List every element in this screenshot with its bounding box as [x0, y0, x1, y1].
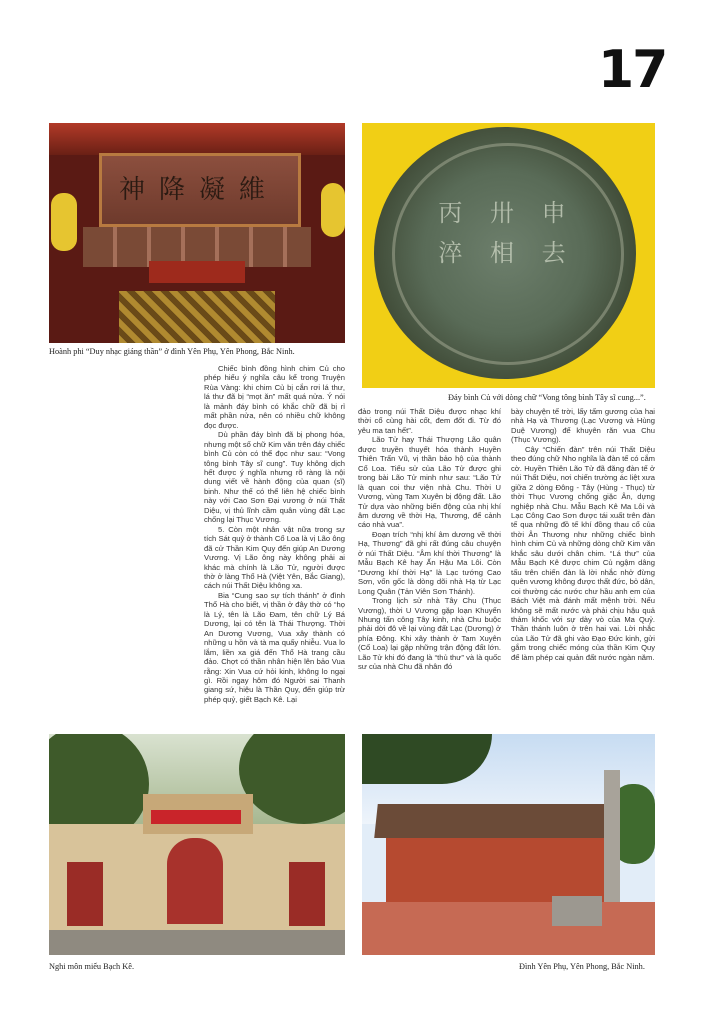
communal-house-caption: Đình Yên Phụ, Yên Phong, Bắc Ninh.: [519, 962, 645, 971]
plaque-photo: [49, 123, 345, 343]
paragraph: Trong lịch sử nhà Tây Chu (Thục Vương), thời U Vương gặp loạn Khuyển Nhung tấn công Tây kinh, nhà Chu buộc phải dời đô về lại vùng đất Lạc (Dương) ở phía Đông. Khi xây thành ở Tam Xuyên (Cổ Loa) lại gặp những trận động đất lớn. Lão Tử khi đó đang là “thủ thư” và là quốc sư của nhà Chu đã nhân đó: [358, 596, 501, 672]
text-column-3: [511, 407, 655, 662]
paragraph: 5. Còn một nhân vật nữa trong sự tích Sát quỷ ở thành Cổ Loa là vị Lão ông đã cử Thần Kim Quy đến giúp An Dương Vương. Vị Lão ông này không phải ai khác mà chính là Lão Tử, người được thờ ở làng Thổ Hà (Việt Yên, Bắc Giang), cách núi Thất Diệu không xa.: [204, 524, 345, 591]
paragraph: Chiếc bình đồng hình chim Củ cho phép hiểu ý nghĩa câu kể trong Truyện Rùa Vàng: khi chim Củ bị cắn rơi lá thư, lá thư đã bị “mọt ăn” mất quá nửa. Ý nói là mảnh đáy bình có khắc chữ đã bị rỉ mất phần nửa, nên có nhiều chữ không đọc được.: [204, 364, 345, 430]
plaque-caption: Hoành phi “Duy nhạc giáng thần” ở đình Yên Phụ, Yên Phong, Bắc Ninh.: [49, 347, 295, 356]
bowl-caption: Đáy bình Củ với dòng chữ “Vong tông bình Tây sĩ cung...”.: [448, 393, 646, 402]
paragraph: Cây “Chiến đàn” trên núi Thất Diệu theo đúng chữ Nho nghĩa là đàn tế có cắm cờ. Huyền Thiên Lão Tử đã đăng đàn tế ở núi Thất Diệu, nơi chiến trường ác liệt xưa giữa 2 dòng Đông - Tây (Hùng - Thục) từ thời Thục Vương chống giặc Ân, dựng nghiệp nhà Chu. Mẫu Bạch Kê Ma Lôi và Lạc Công Cao Sơn được tái xuất trên đàn tế qua những đồ tế khí đồng thau cổ của thời Ân Thương như những chiếc bình hình chim Củ và những dòng chữ Kim văn khắc sâu dưới chân chim. “Lá thư” của Mẫu Bạch Kê được chim Củ ngậm dâng tấu trên chiến đàn là lời nhắc nhở đừng quên vương không được thất đức, bỏ dân, coi thường các nước chư hầu anh em của Bách Việt mà đánh mất mệnh trời. Nếu không sẽ mất nước và phải chịu hậu quả thảm khốc với sự dày vò của Ma Quỷ. Thần thánh luôn ở trên hai vai. Lời nhắc của Lão Tử đã ghi vào Đạo Đức kinh, gửi gắm trong chiếc móng của thần Kim Quy để làm phép cai quản đất nước ngàn năm.: [511, 444, 655, 662]
plaque-inscription: 神降凝維: [118, 175, 279, 205]
paragraph: Bia “Cung sao sự tích thánh” ở đình Thổ Hà cho biết, vị thần ở đây thờ có “họ là Lý, tên là Lão Đam, tên chữ Lý Bá Dương, lại có tên là Thái Thượng. Thời An Dương Vương, Vua xây thành có những u hồn và tà ma quấy nhiễu. Vua lo lắm, liền xa giá đến Thổ Hà trang cầu đảo. Chợt có thần nhân hiện lên bảo Vua rằng: Xin Vua cứ hỏi kinh, không lo ngại gì. Rồi ngay hôm đó Người sai Thanh giang sứ, hiệu là Thần Quy, đến giúp trừ phép quỷ, giết Bạch Kê. Lại: [204, 590, 345, 704]
gate-caption: Nghi môn miếu Bạch Kê.: [49, 962, 135, 971]
bowl-inscription: 丙 卅 申 淬 相 去: [438, 199, 576, 267]
paragraph: Lão Tử hay Thái Thượng Lão quân được truyền thuyết hóa thành Huyền Thiên Trấn Vũ, vị thần bảo hộ của thành Cổ Loa. Tiểu sử của Lão Tử được ghi trong bài Lão Tử minh như sau: “Lão Tử là quan coi thư viện nhà Chu. Thời U Vương, vùng Tam Xuyên bị động đất. Lão Tử dựa vào những biến động của nhị khí âm dương về thời Hạ, Thương, để cảnh cáo nhà vua”.: [358, 435, 501, 530]
text-column-2: [358, 407, 501, 672]
gate-photo: [49, 734, 345, 955]
text-column-1: [204, 364, 345, 704]
paragraph: bày chuyện tế trời, lấy tấm gương của hai nhà Hạ và Thương (Lạc Vương và Hùng Duệ Vương) để khuyên răn vua Chu (Thục Vương).: [511, 407, 655, 445]
bowl-photo: [362, 123, 655, 388]
paragraph: đảo trong núi Thất Diệu được nhạc khí thời cổ cùng hài cốt, đem đốt đi. Từ đó yêu ma tan hết”.: [358, 407, 501, 435]
paragraph: Đoạn trích “nhị khí âm dương về thời Hạ, Thương” đã ghi rất đúng câu chuyện ở núi Thất Diệu. “Âm khí thời Thương” là Mẫu Bạch Kê hay Ấn Hậu Ma Lôi. Còn “Dương khí thời Hạ” là Lạc tướng Cao Sơn, vốn gốc là dòng dõi nhà Hạ từ Lạc Long Quân (Tản Viên Sơn Thánh).: [358, 529, 501, 596]
paragraph: Dù phần đáy bình đã bị phong hóa, nhưng một số chữ Kim văn trên đáy chiếc bình Củ còn có thể đọc như sau: “Vong tông bình Tây sĩ cung”. Tuy không dịch hết được ý nghĩa nhưng rõ ràng là nội dung viết về hành động của quan (sĩ) binh. Như thế có thể liên hệ chiếc bình này với Cao Sơn Đại vương ở núi Thất Diệu, vị thủ lĩnh cầm quân vùng đất Lạc chống lại Thục Vương.: [204, 430, 346, 525]
page-number: 17: [598, 40, 667, 100]
communal-house-photo: [362, 734, 655, 955]
